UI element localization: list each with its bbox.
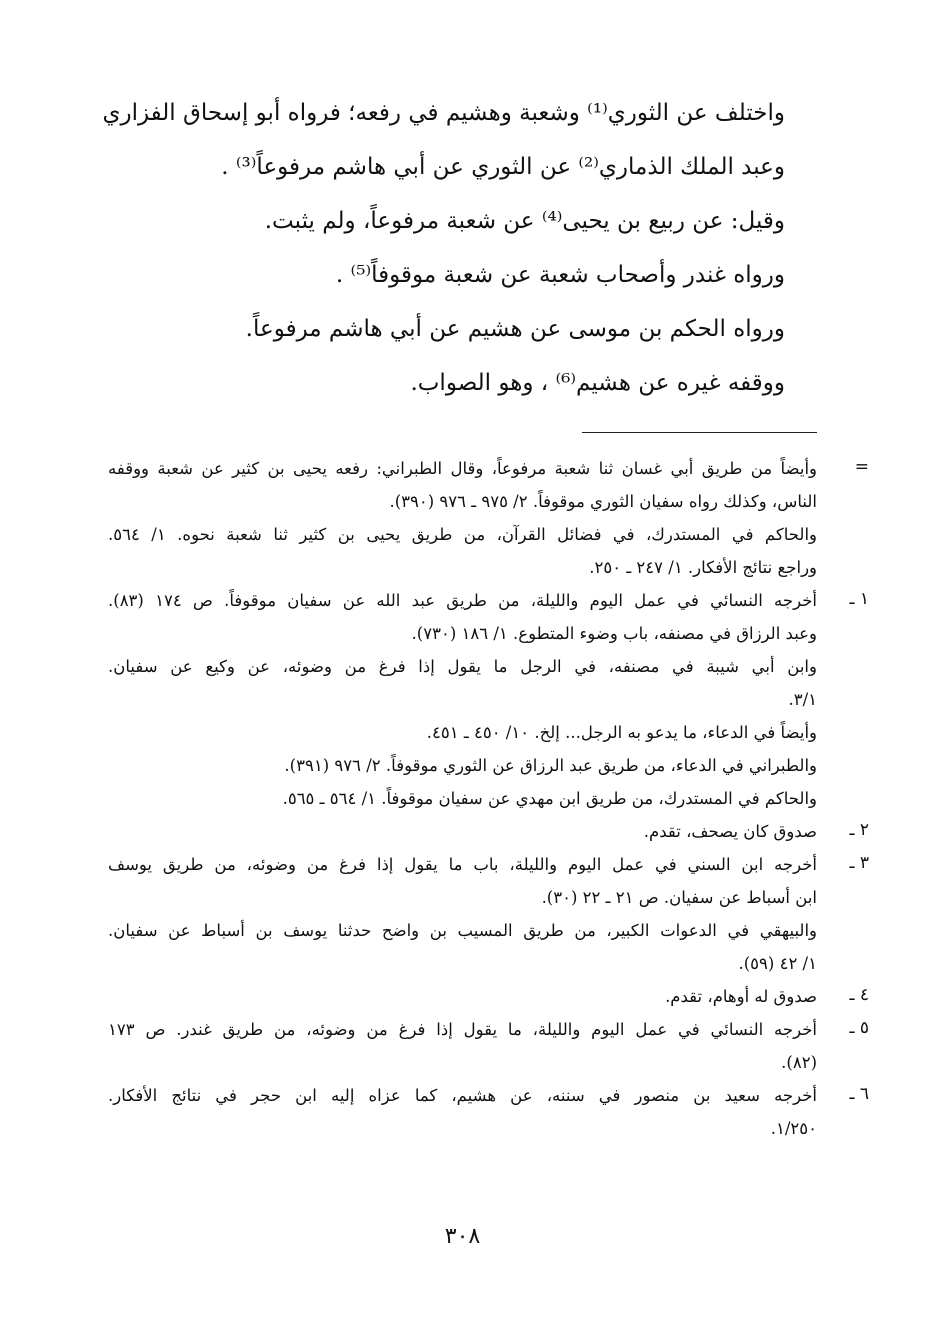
footnote-line: أخرجه النسائي في عمل اليوم والليلة، من طريق عبد الله عن سفيان موقوفاً. ص ١٧٤ (٨٣). — [108, 591, 817, 610]
main-text — [102, 98, 785, 422]
footnote-line: والبيهقي في الدعوات الكبير، من طريق المسيب بن واضح حدثنا يوسف بن أسباط عن سفيان. — [108, 921, 817, 940]
footnote-marker: ٢ ـ — [849, 820, 869, 840]
footnote-line: أخرجه سعيد بن منصور في سننه، عن هشيم، كما عزاه إليه ابن حجر في نتائج الأفكار. — [108, 1086, 817, 1105]
footnote-line: أخرجه ابن السني في عمل اليوم والليلة، باب ما يقول إذا فرغ من وضوئه، من طريق يوسف — [108, 855, 817, 874]
footnote-marker: ٣ ـ — [849, 853, 869, 873]
footnote-line: أخرجه النسائي في عمل اليوم والليلة، ما يقول إذا فرغ من وضوئه، من طريق غندر. ص ١٧٣ — [108, 1020, 817, 1039]
footnote-line: والطبراني في الدعاء، من طريق عبد الرزاق عن الثوري موقوفاً. ٢/ ٩٧٦ (٣٩١). — [284, 756, 817, 775]
footnote-marker: ١ ـ — [849, 589, 869, 609]
footnote-line: صدوق له أوهام، تقدم. — [665, 987, 817, 1006]
main-line: وقيل: عن ربيع بن يحيى⁽⁴⁾ عن شعبة مرفوعاً، ولم يثبت. — [264, 208, 785, 234]
footnote-line: ٣/١. — [788, 690, 817, 709]
footnote-1 — [108, 584, 869, 815]
footnote-line: وعبد الرزاق في مصنفه، باب وضوء المتطوع. ١/ ١٨٦ (٧٣٠). — [411, 624, 817, 643]
footnote-line: وأيضاً من طريق أبي غسان ثنا شعبة مرفوعاً، وقال الطبراني: رفعه يحيى بن كثير عن شعبة ووقفه — [108, 459, 817, 478]
footnote-divider — [582, 432, 817, 433]
footnote-2 — [108, 815, 869, 848]
footnote-marker: ٦ ـ — [849, 1084, 869, 1104]
main-line: ورواه غندر وأصحاب شعبة عن شعبة موقوفاً⁽⁵⁾ . — [335, 262, 785, 288]
main-line: وعبد الملك الذماري⁽²⁾ عن الثوري عن أبي هاشم مرفوعاً⁽³⁾ . — [221, 154, 785, 180]
footnote-line: (٨٢). — [781, 1053, 817, 1072]
footnote-line: الناس، وكذلك رواه سفيان الثوري موقوفاً. ٢/ ٩٧٥ ـ ٩٧٦ (٣٩٠). — [389, 492, 817, 511]
main-line: ووقفه غيره عن هشيم⁽⁶⁾ ، وهو الصواب. — [410, 370, 785, 396]
main-line: واختلف عن الثوري⁽¹⁾ وشعبة وهشيم في رفعه؛ فرواه أبو إسحاق الفزاري — [102, 100, 785, 126]
footnote-marker: ٥ ـ — [849, 1018, 869, 1038]
footnote-3 — [108, 848, 869, 980]
footnote-5 — [108, 1013, 869, 1079]
footnote-line: وراجع نتائج الأفكار. ١/ ٢٤٧ ـ ٢٥٠. — [589, 558, 817, 577]
footnote-line: صدوق كان يصحف، تقدم. — [643, 822, 817, 841]
page-number: ٣٠٨ — [444, 1224, 481, 1249]
footnote-marker: ٤ ـ — [849, 985, 869, 1005]
footnote-line: وابن أبي شيبة في مصنفه، في الرجل ما يقول إذا فرغ من وضوئه، عن وكيع عن سفيان. — [108, 657, 817, 676]
footnotes — [108, 452, 869, 1145]
footnote-line: والحاكم في المستدرك، من طريق ابن مهدي عن سفيان موقوفاً. ١/ ٥٦٤ ـ ٥٦٥. — [282, 789, 817, 808]
main-line: ورواه الحكم بن موسى عن هشيم عن أبي هاشم مرفوعاً. — [245, 316, 785, 342]
footnote-line: ابن أسباط عن سفيان. ص ٢١ ـ ٢٢ (٣٠). — [541, 888, 817, 907]
footnote-marker: = — [854, 457, 869, 477]
footnote-continued — [108, 452, 869, 584]
footnote-line: والحاكم في المستدرك، في فضائل القرآن، من طريق يحيى بن كثير ثنا شعبة نحوه. ١/ ٥٦٤. — [108, 525, 817, 544]
footnote-4 — [108, 980, 869, 1013]
footnote-line: وأيضاً في الدعاء، ما يدعو به الرجل... إلخ. ١٠/ ٤٥٠ ـ ٤٥١. — [426, 723, 817, 742]
footnote-line: ١/٢٥٠. — [770, 1119, 817, 1138]
footnote-line: ١/ ٤٢ (٥٩). — [738, 954, 817, 973]
footnote-6 — [108, 1079, 869, 1145]
